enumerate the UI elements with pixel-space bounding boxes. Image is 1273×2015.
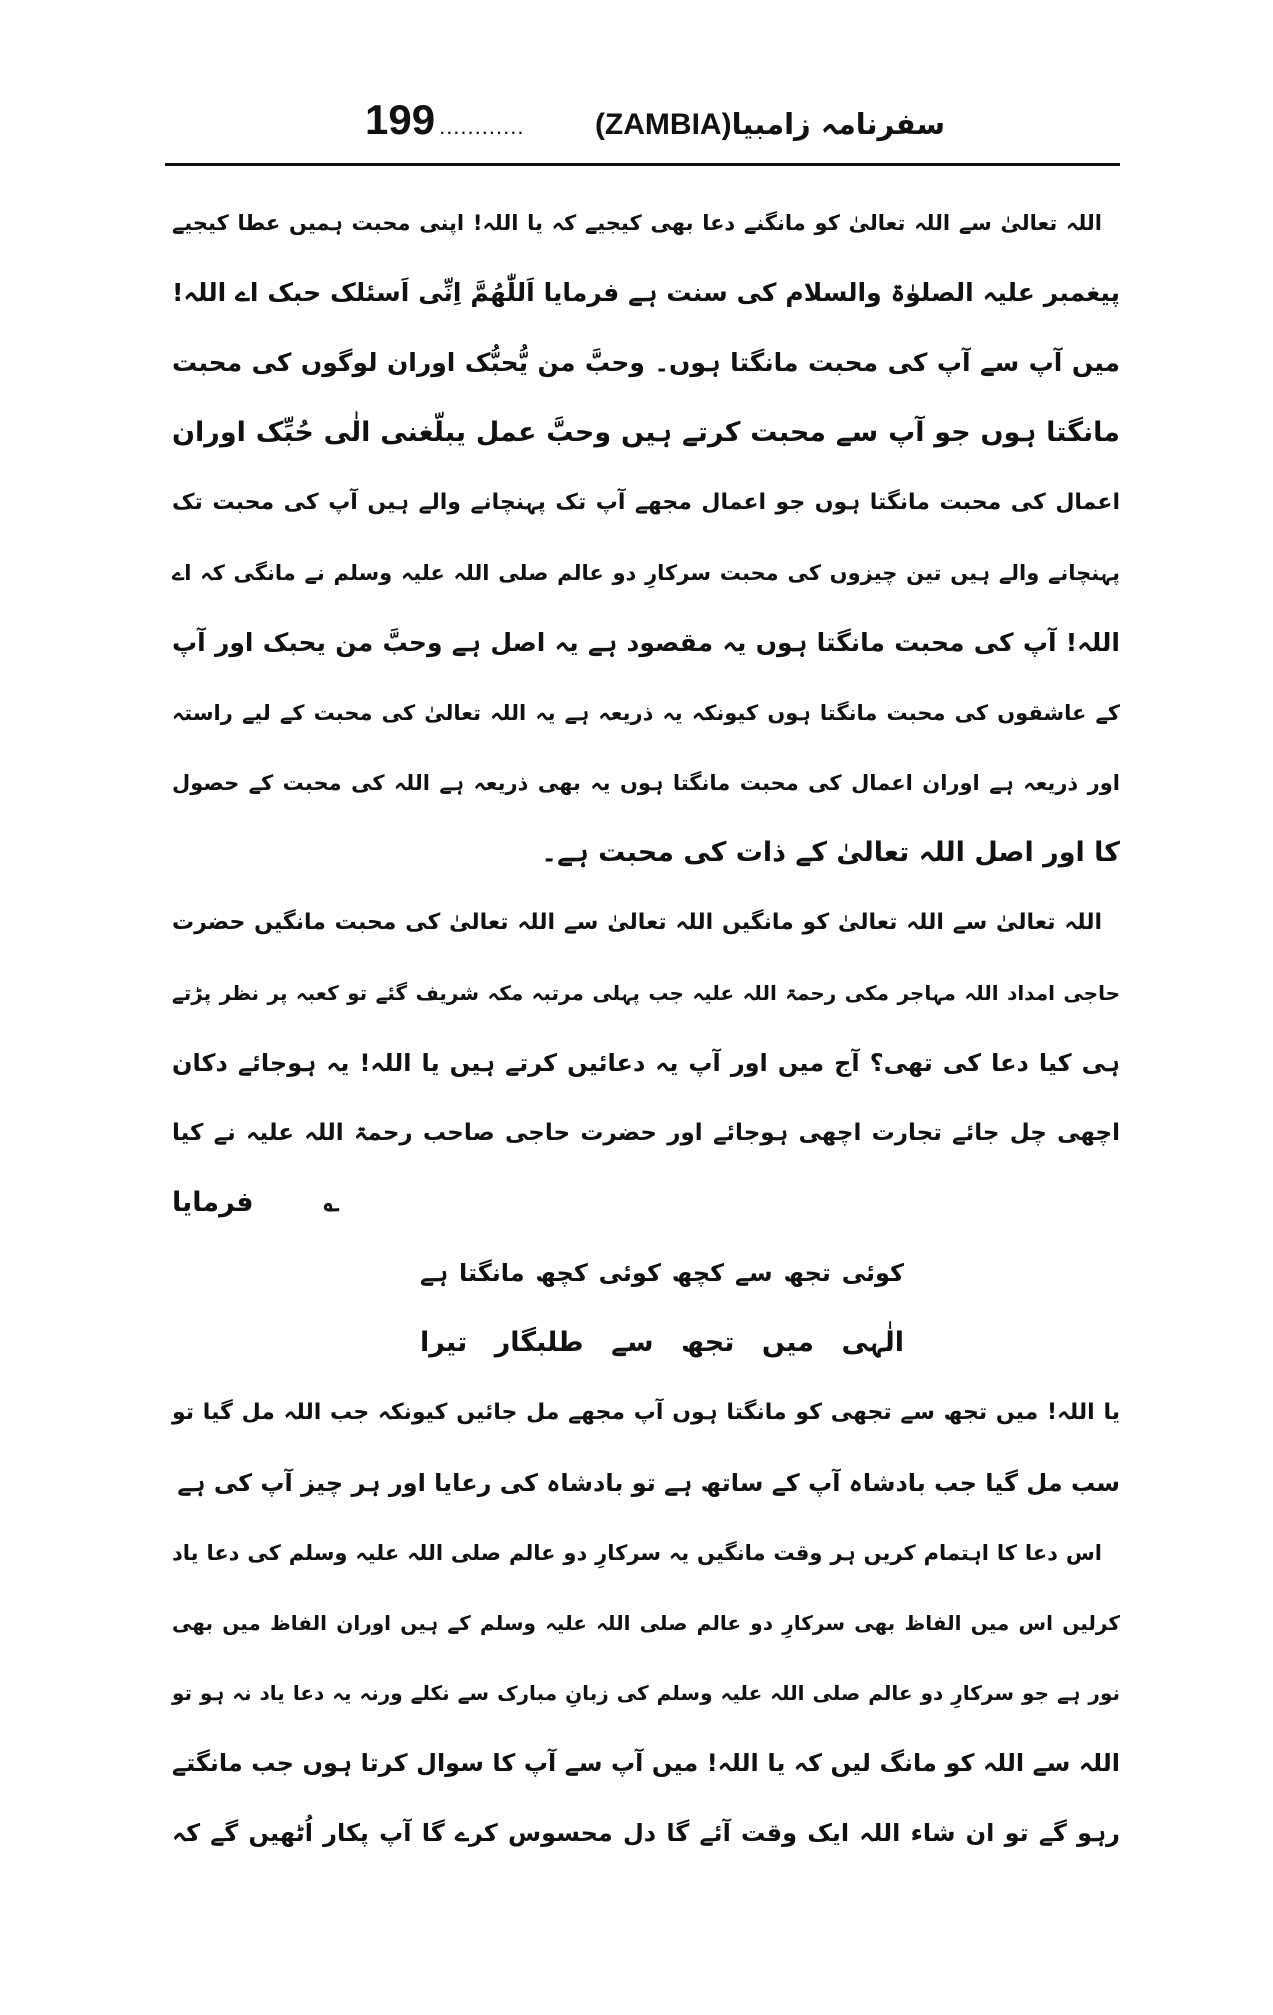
- text-line: کا اور اصل اللہ تعالیٰ کے ذات کی محبت ہے۔: [541, 837, 1120, 868]
- header-leader-dots: ............: [439, 114, 525, 139]
- book-title: سفرنامہ زامبیا: [731, 107, 945, 141]
- text-line: اور ذریعہ ہے اوران اعمال کی محبت مانگتا ہوں یہ بھی ذریعہ ہے اللہ کی محبت کے حصول: [172, 771, 1120, 795]
- text-line: یا اللہ! میں تجھ سے تجھی کو مانگتا ہوں آپ مجھے مل جائیں کیونکہ جب اللہ مل گیا تو: [172, 1400, 1120, 1425]
- page-number: 199: [365, 96, 436, 143]
- text-line: کرلیں اس میں الفاظ بھی سرکارِ دو عالم صلی اللہ علیہ وسلم کے ہیں اوران الفاظ میں بھی: [172, 1611, 1120, 1635]
- poem: [420, 1238, 904, 1378]
- poem-intro-line: [172, 1168, 1120, 1238]
- text-line: اللہ! آپ کی محبت مانگتا ہوں یہ مقصود ہے یہ اصل ہے وحبَّ من یحبک اور آپ: [172, 628, 1120, 657]
- book-title-latin: (ZAMBIA): [594, 108, 732, 141]
- text-line: اللہ تعالیٰ سے اللہ تعالیٰ کو مانگنے دعا بھی کیجیے کہ یا اللہ! اپنی محبت ہمیں عطا کیجیے: [172, 211, 1102, 235]
- text-line: نور ہے جو سرکارِ دو عالم صلی اللہ علیہ وسلم کی زبانِ مبارک سے نکلے ورنہ یہ دعا یاد نہ ہو تو: [172, 1681, 1120, 1705]
- verse-mark-icon: ؎: [323, 1187, 340, 1218]
- text-line: ہی کیا دعا کی تھی؟ آج میں اور آپ یہ دعائیں کرتے ہیں یا اللہ! یہ ہوجائے دکان: [172, 1049, 1120, 1077]
- text-line: اعمال کی محبت مانگتا ہوں جو اعمال مجھے آپ تک پہنچانے والے ہیں آپ کی محبت تک: [172, 490, 1120, 515]
- text-line: مانگتا ہوں جو آپ سے محبت کرتے ہیں وحبَّ عمل یبلّغنی الٰی حُبِّک اوران: [172, 417, 1120, 448]
- text-line: کے عاشقوں کی محبت مانگتا ہوں کیونکہ یہ ذریعہ ہے یہ اللہ تعالیٰ کی محبت کے لیے راستہ: [172, 701, 1120, 725]
- running-header: [365, 96, 945, 156]
- text-line: سب مل گیا جب بادشاہ آپ کے ساتھ ہے تو بادشاہ کی رعایا اور ہر چیز آپ کی ہے: [177, 1469, 1120, 1497]
- text-line: پہنچانے والے ہیں تین چیزوں کی محبت سرکارِ دو عالم صلی اللہ علیہ وسلم نے مانگی کہ اے: [172, 561, 1121, 585]
- body-text: [172, 188, 1120, 1868]
- poem-verse: الٰہی میں تجھ سے طلبگار تیرا: [420, 1327, 904, 1358]
- poem-verse: کوئی تجھ سے کچھ کوئی کچھ مانگتا ہے: [420, 1259, 904, 1287]
- text-line: اللہ تعالیٰ سے اللہ تعالیٰ کو مانگیں اللہ تعالیٰ سے اللہ تعالیٰ کی محبت مانگیں حضرت: [172, 910, 1102, 935]
- text-line: میں آپ سے آپ کی محبت مانگتا ہوں۔ وحبَّ من یُّحبُّک اوران لوگوں کی محبت: [172, 348, 1120, 377]
- text-line: حاجی امداد اللہ مہاجر مکی رحمۃ اللہ علیہ جب پہلی مرتبہ مکہ شریف گئے تو کعبہ پر نظر پڑتے: [172, 981, 1120, 1005]
- text-line: رہو گے تو ان شاء اللہ ایک وقت آئے گا دل محسوس کرے گا آپ پکار اُٹھیں گے کہ: [172, 1819, 1120, 1847]
- text-line: اس دعا کا اہتمام کریں ہر وقت مانگیں یہ سرکارِ دو عالم صلی اللہ علیہ وسلم کی دعا یاد: [172, 1541, 1102, 1565]
- text-line: اللہ سے اللہ کو مانگ لیں کہ یا اللہ! میں آپ سے آپ کا سوال کرتا ہوں جب مانگتے: [172, 1749, 1121, 1777]
- header-rule: [165, 163, 1120, 166]
- closing-word: فرمایا: [172, 1187, 254, 1218]
- text-line: اچھی چل جائے تجارت اچھی ہوجائے اور حضرت حاجی صاحب رحمۃ اللہ علیہ نے کیا: [172, 1120, 1120, 1146]
- text-line: پیغمبر علیہ الصلوٰۃ والسلام کی سنت ہے فرمایا اَللّٰھُمَّ اِنِّی اَسئلک حبک اے اللہ!: [172, 278, 1120, 307]
